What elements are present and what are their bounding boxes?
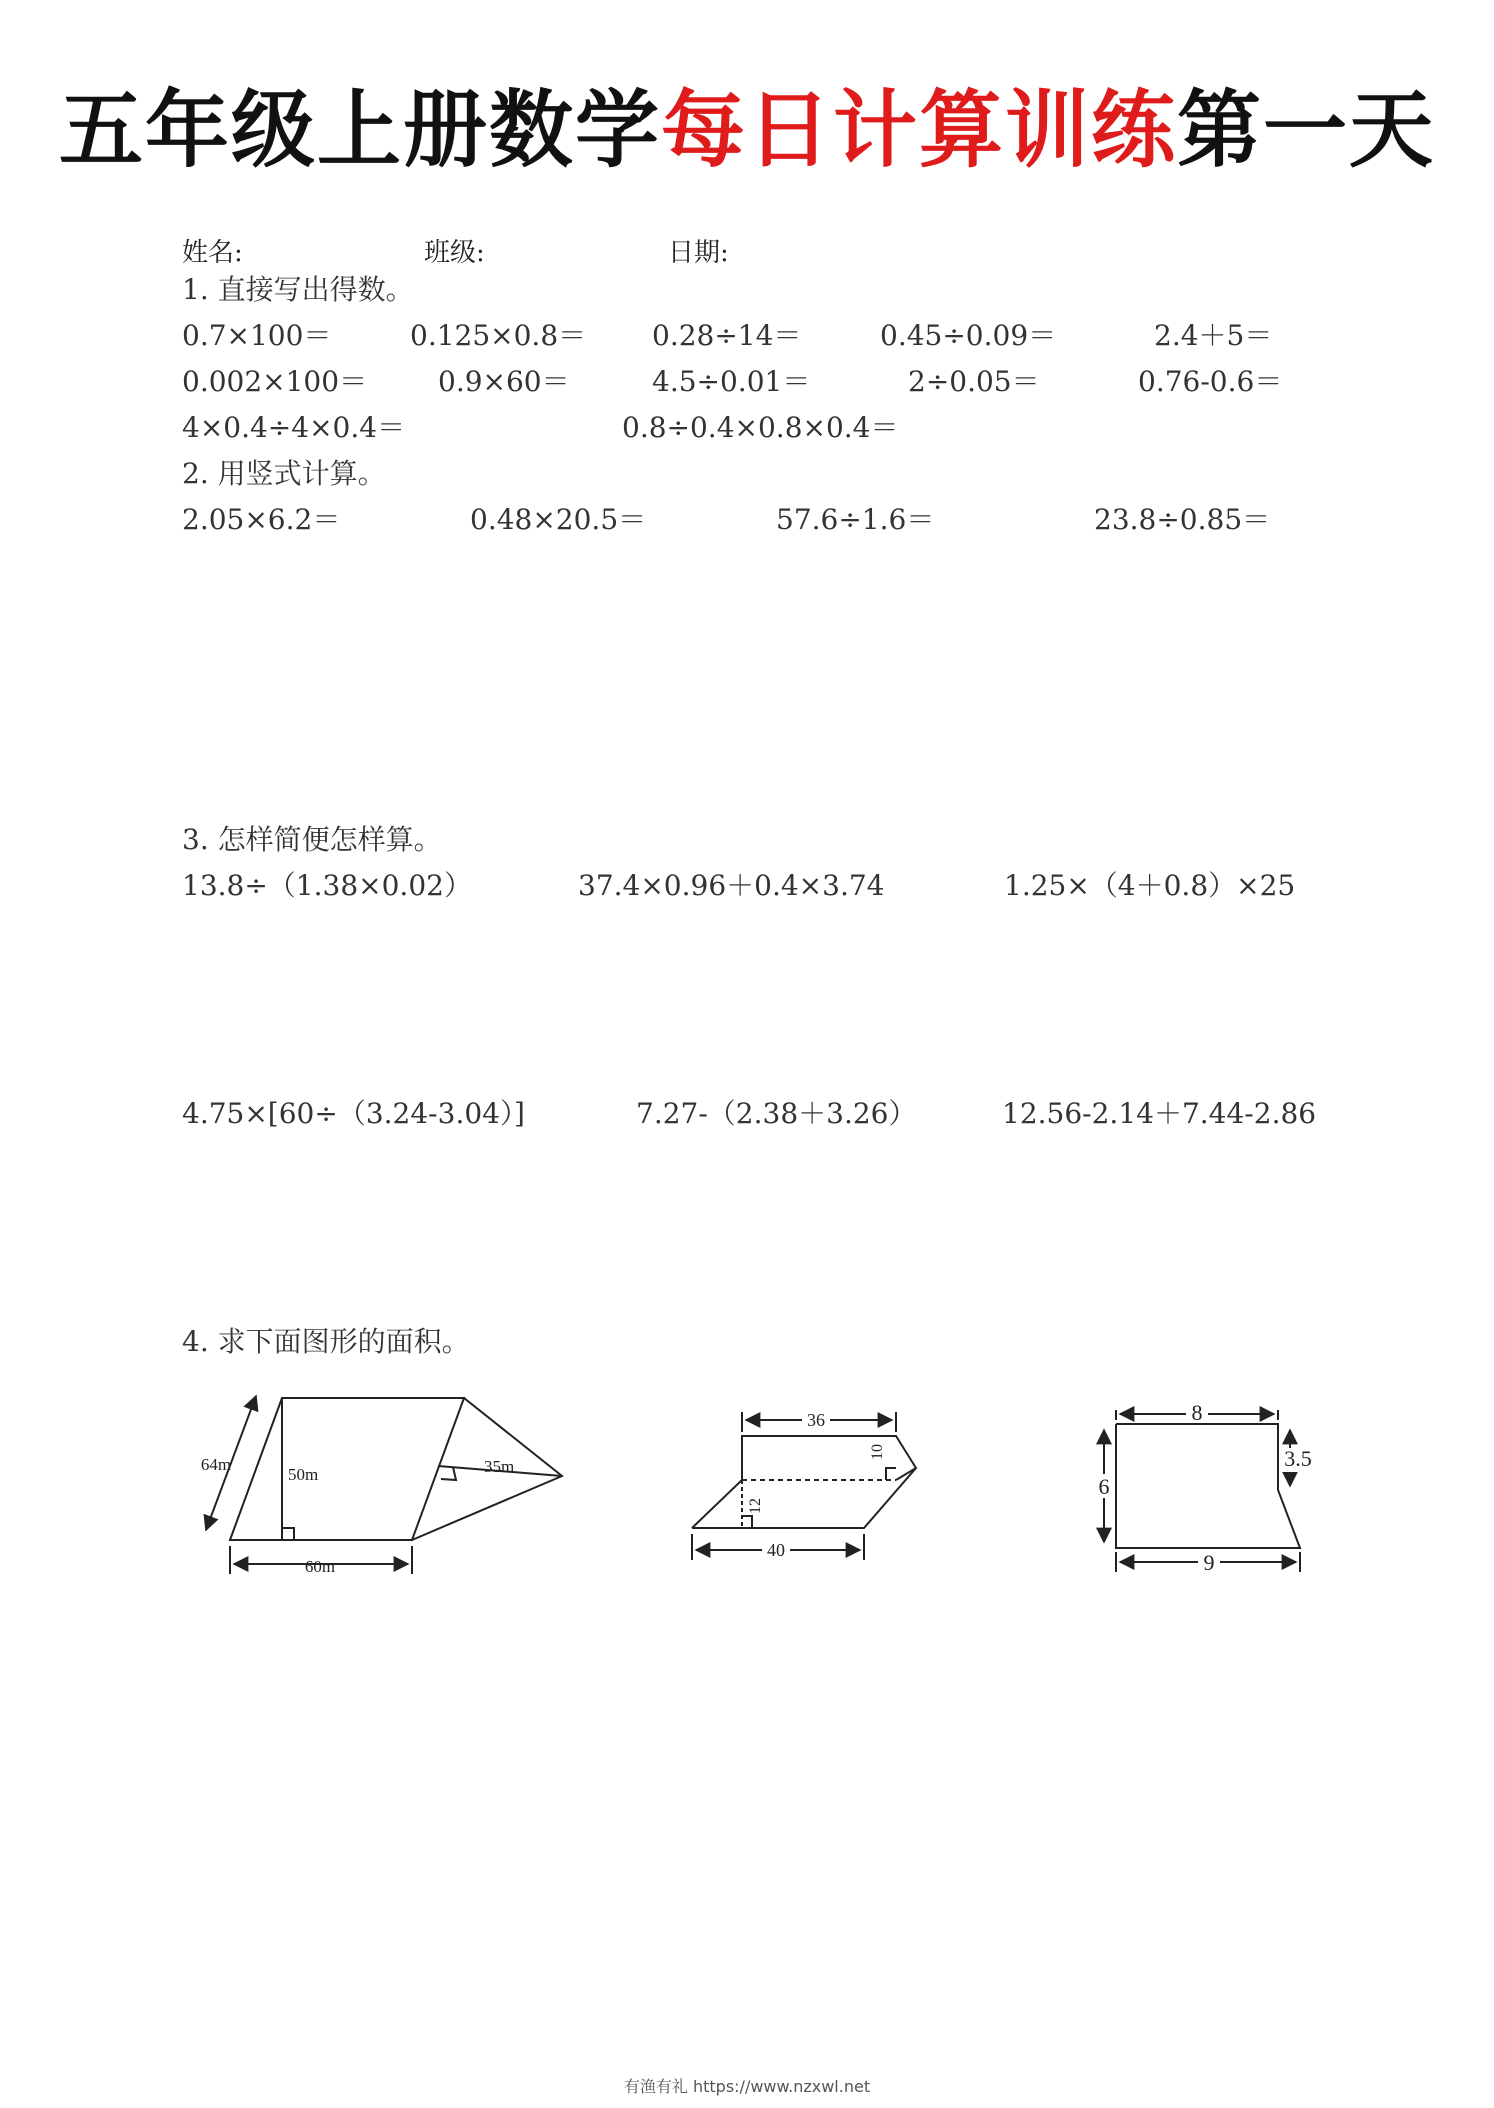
problem-1-11: 4×0.4÷4×0.4＝ — [182, 411, 406, 444]
fig3-bottom-label: 9 — [1203, 1550, 1215, 1575]
fig3-right-label: 3.5 — [1284, 1446, 1312, 1471]
problem-2-4: 23.8÷0.85＝ — [1094, 503, 1271, 536]
problem-1-3: 0.28÷14＝ — [652, 319, 802, 352]
fig1-side-label: 64m — [200, 1455, 232, 1474]
title-part2: 每日计算训练 — [660, 81, 1177, 179]
fig2-right-height-label: 10 — [869, 1444, 886, 1460]
problem-1-9: 2÷0.05＝ — [908, 365, 1040, 398]
fig2-top-label: 36 — [807, 1410, 825, 1430]
title-part3: 第一天 — [1177, 81, 1436, 179]
problem-1-6: 0.002×100＝ — [182, 365, 368, 398]
problem-3-4: 4.75×[60÷（3.24-3.04）] — [182, 1097, 525, 1130]
problem-3-5: 7.27-（2.38＋3.26） — [636, 1097, 917, 1130]
name-label: 姓名: — [182, 238, 243, 268]
fig1-height-label: 50m — [288, 1465, 319, 1484]
problem-1-1: 0.7×100＝ — [182, 319, 332, 352]
problem-1-4: 0.45÷0.09＝ — [880, 319, 1057, 352]
problem-3-6: 12.56-2.14＋7.44-2.86 — [1002, 1097, 1317, 1130]
section2-heading: 2. 用竖式计算。 — [182, 457, 386, 490]
problem-1-8: 4.5÷0.01＝ — [652, 365, 811, 398]
fig2-left-height-label: 12 — [747, 1498, 764, 1514]
problem-3-2: 37.4×0.96＋0.4×3.74 — [578, 869, 885, 902]
problem-2-2: 0.48×20.5＝ — [470, 503, 647, 536]
fig2-base-label: 40 — [767, 1540, 785, 1560]
problem-1-7: 0.9×60＝ — [438, 365, 570, 398]
fig3-left-label: 6 — [1098, 1474, 1110, 1499]
fig1-base-label: 60m — [304, 1557, 336, 1576]
section3-heading: 3. 怎样简便怎样算。 — [182, 823, 442, 856]
problem-2-3: 57.6÷1.6＝ — [776, 503, 935, 536]
problem-3-3: 1.25×（4＋0.8）×25 — [1004, 869, 1296, 902]
problem-1-5: 2.4＋5＝ — [1154, 319, 1273, 352]
fig1-tri-height-label: 35m — [484, 1457, 515, 1476]
footer-watermark: 有渔有礼 https://www.nzxwl.net — [623, 2077, 871, 2096]
title-part1: 五年级上册数学 — [58, 81, 661, 179]
problem-1-2: 0.125×0.8＝ — [410, 319, 587, 352]
class-label: 班级: — [424, 238, 485, 268]
problem-1-12: 0.8÷0.4×0.8×0.4＝ — [622, 411, 899, 444]
problem-1-10: 0.76-0.6＝ — [1138, 365, 1283, 398]
fig3-top-label: 8 — [1191, 1400, 1203, 1425]
section1-heading: 1. 直接写出得数。 — [182, 273, 414, 306]
date-label: 日期: — [668, 238, 729, 268]
problem-3-1: 13.8÷（1.38×0.02） — [182, 869, 472, 902]
problem-2-1: 2.05×6.2＝ — [182, 503, 341, 536]
section4-heading: 4. 求下面图形的面积。 — [182, 1325, 470, 1358]
